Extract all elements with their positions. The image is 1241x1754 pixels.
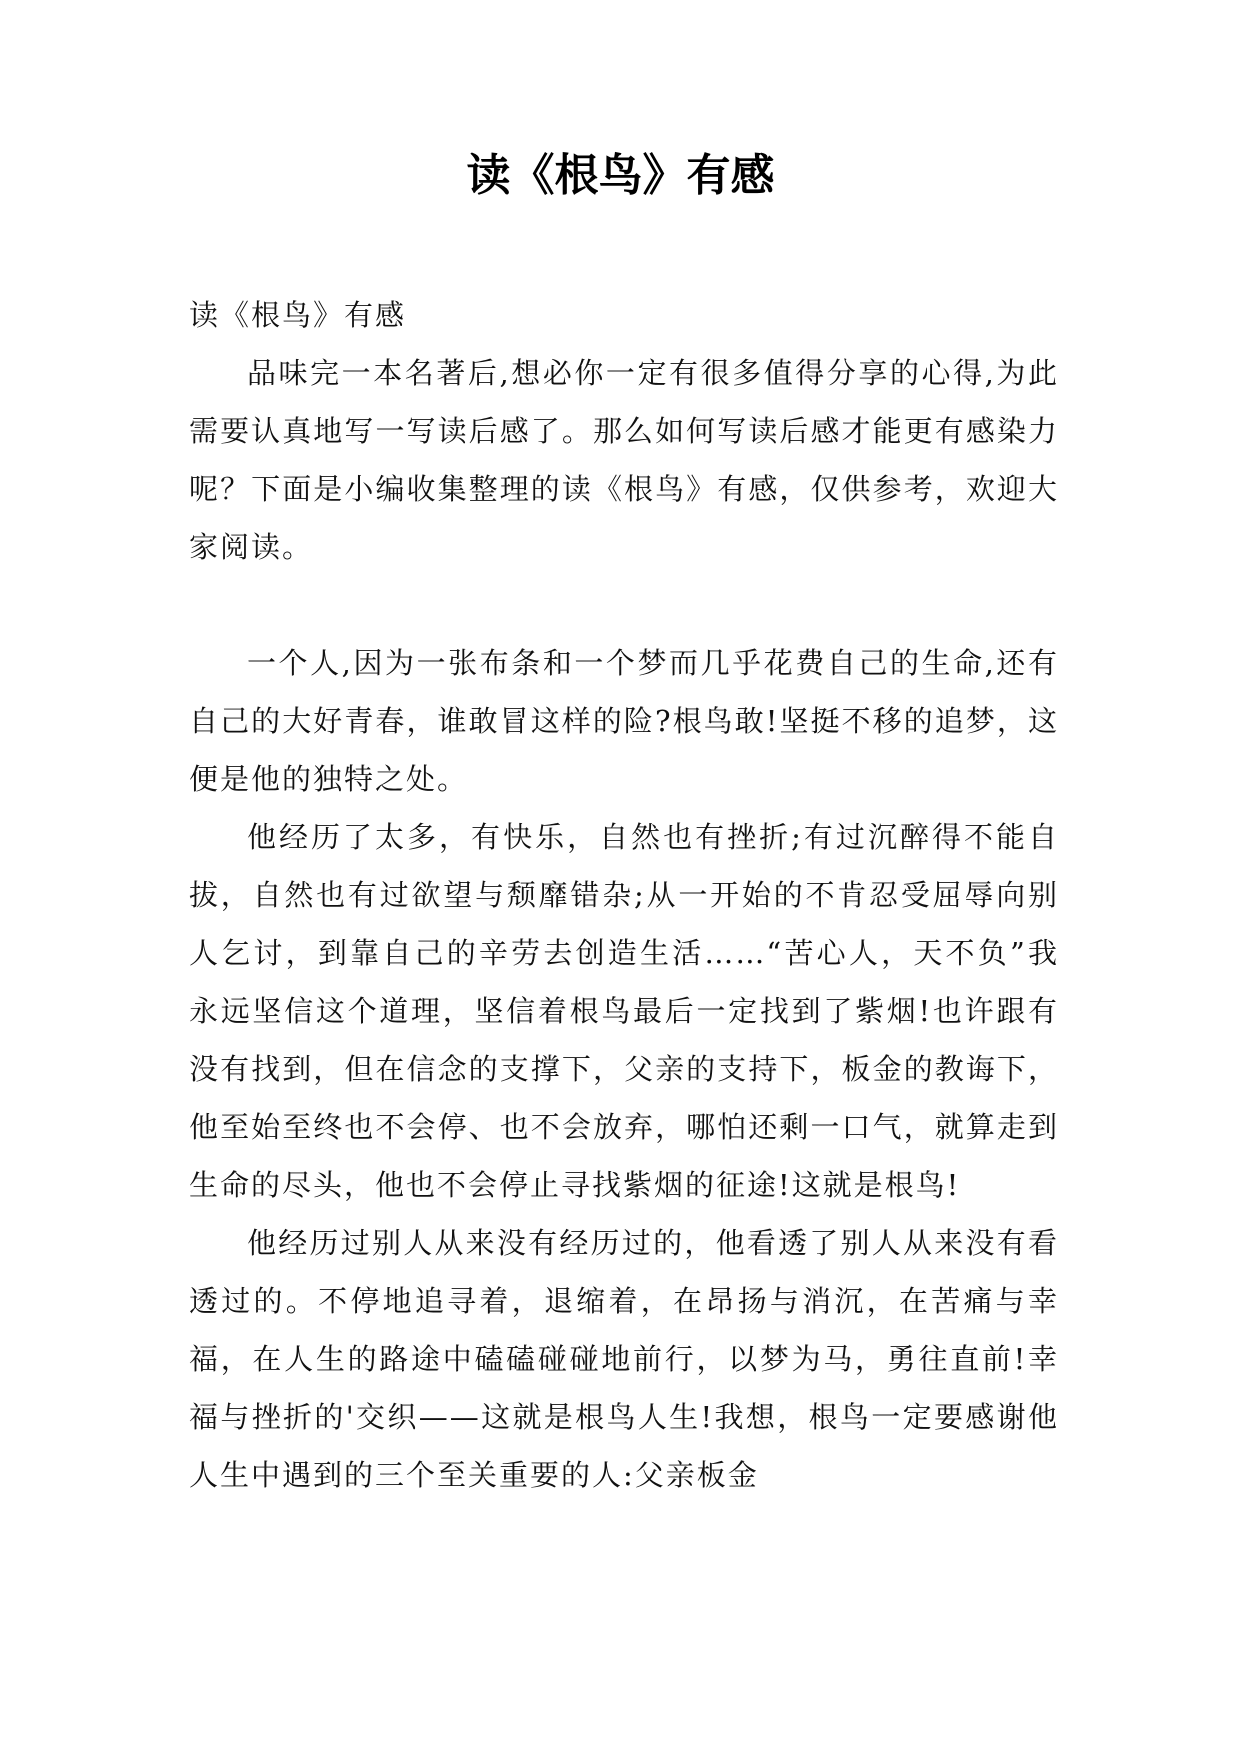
body-paragraph-1: 一个人,因为一张布条和一个梦而几乎花费自己的生命,还有自己的大好青春，谁敢冒这样的险?根鸟敢!坚挺不移的追梦，这便是他的独特之处。 [189,646,1059,796]
document-title: 读《根鸟》有感 [466,150,775,201]
paragraph-spacer [189,576,1059,634]
document-subtitle: 读《根鸟》有感 [189,298,407,332]
document-body [189,286,1059,1504]
body-paragraph-2: 他经历了太多，有快乐，自然也有挫折;有过沉醉得不能自拔，自然也有过欲望与颓靡错杂;从一开始的不肯忍受屈辱向别人乞讨，到靠自己的辛劳去创造生活……“苦心人，天不负”我永远坚信这个道理，坚信着根鸟最后一定找到了紫烟!也许跟有没有找到，但在信念的支撑下，父亲的支持下，板金的教诲下，他至始至终也不会停、也不会放弃，哪怕还剩一口气，就算走到生命的尽头，他也不会停止寻找紫烟的征途!这就是根鸟! [189,820,1059,1202]
body-paragraph-3: 他经历过别人从来没有经历过的，他看透了别人从来没有看透过的。不停地追寻着，退缩着，在昂扬与消沉，在苦痛与幸福，在人生的路途中磕磕碰碰地前行，以梦为马，勇往直前!幸福与挫折的'交织——这就是根鸟人生!我想，根鸟一定要感谢他人生中遇到的三个至关重要的人:父亲板金 [189,1226,1059,1492]
intro-paragraph: 品味完一本名著后,想必你一定有很多值得分享的心得,为此需要认真地写一写读后感了。那么如何写读后感才能更有感染力呢？下面是小编收集整理的读《根鸟》有感，仅供参考，欢迎大家阅读。 [189,356,1059,564]
